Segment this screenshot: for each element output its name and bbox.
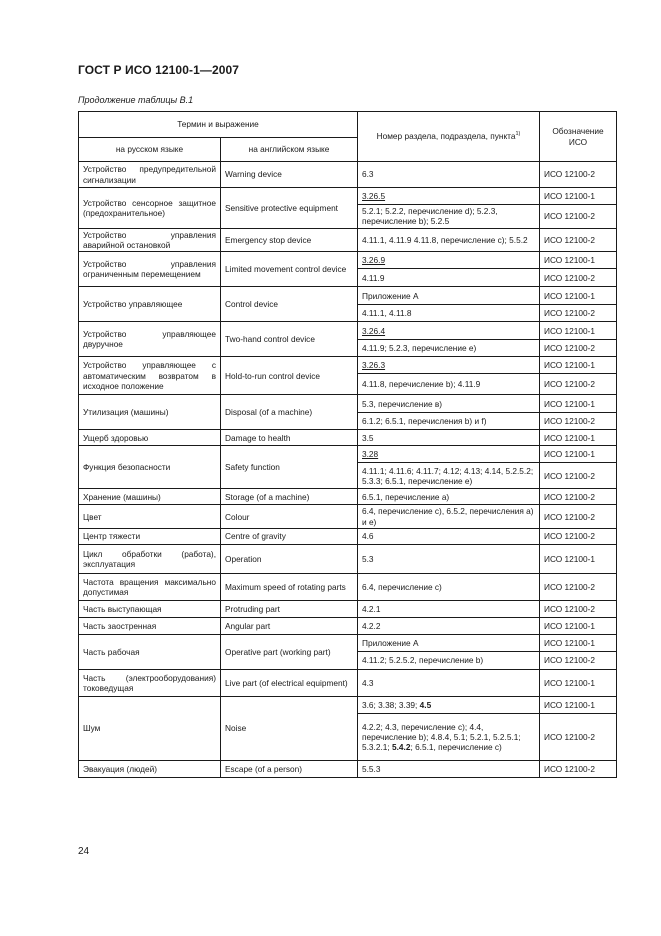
iso-ref-cell: ИСО 12100-1: [540, 618, 617, 635]
section-ref-cell: [358, 188, 540, 205]
term-en-cell: Storage (of a machine): [221, 489, 358, 505]
section-ref-text: 6.5.1, перечисление а): [362, 491, 450, 502]
section-ref-text: 6.4, перечисление c): [362, 581, 442, 592]
section-ref-cell: [358, 714, 540, 761]
section-ref-text: 4.2.2: [362, 620, 381, 631]
term-en-cell: Angular part: [221, 618, 358, 635]
term-ru-cell: Часть рабочая: [79, 635, 221, 670]
section-ref-cell: [358, 574, 540, 601]
table-row: [79, 395, 617, 413]
term-ru-cell: Устройство предупредительной сигнализации: [79, 162, 221, 188]
term-en-cell: Noise: [221, 697, 358, 761]
section-ref-cell: [358, 340, 540, 357]
section-ref-text: 3.26.4: [362, 325, 386, 336]
iso-ref-cell: ИСО 12100-1: [540, 430, 617, 446]
iso-header: Обозначение ИСО: [540, 112, 617, 162]
section-ref-text: 4.11.1, 4.11.8: [362, 308, 412, 319]
section-ref-text: 3.28: [362, 449, 379, 460]
term-en-cell: Warning device: [221, 162, 358, 188]
term-en-cell: Control device: [221, 287, 358, 322]
en-header: на английском языке: [221, 138, 358, 162]
ru-header: на русском языке: [79, 138, 221, 162]
term-ru-cell: Устройство управления ограниченным перемещением: [79, 252, 221, 287]
table-row: [79, 601, 617, 618]
section-ref-cell: [358, 374, 540, 395]
table-row: [79, 287, 617, 305]
table-row: [79, 430, 617, 446]
section-ref-text: 6.1.2; 6.5.1, перечисления b) и f): [362, 416, 487, 427]
section-ref-cell: [358, 357, 540, 374]
section-ref-text: 5.5.3: [362, 763, 381, 774]
section-ref-text: 6.4, перечисление c), 6.5.2, перечисления а) и e): [362, 506, 534, 527]
section-ref-text: 3.6; 3.38; 3.39;: [362, 699, 420, 710]
table-row: [79, 697, 617, 714]
section-ref-text: 4.3: [362, 677, 374, 688]
iso-ref-cell: ИСО 12100-2: [540, 489, 617, 505]
iso-ref-cell: ИСО 12100-1: [540, 545, 617, 574]
term-en-cell: Hold-to-run control device: [221, 357, 358, 395]
section-ref-cell: [358, 162, 540, 188]
term-en-cell: Emergency stop device: [221, 228, 358, 252]
table-row: [79, 322, 617, 340]
table-row: [79, 529, 617, 545]
section-ref-text: 4.2.1: [362, 603, 381, 614]
table-body: [79, 162, 617, 778]
iso-ref-cell: ИСО 12100-1: [540, 188, 617, 205]
term-en-cell: Colour: [221, 505, 358, 529]
term-ru-cell: Цикл обработки (работа), эксплуатация: [79, 545, 221, 574]
table-row: [79, 228, 617, 252]
term-ru-cell: Устройство управления аварийной остановкой: [79, 228, 221, 252]
term-ru-cell: Часть (электрооборудования) токоведущая: [79, 670, 221, 697]
term-en-cell: Two-hand control device: [221, 322, 358, 357]
iso-ref-cell: ИСО 12100-2: [540, 228, 617, 252]
term-ru-cell: Шум: [79, 697, 221, 761]
section-ref-text: 4.11.1, 4.11.9 4.11.8, перечисление c); 5.5.2: [362, 234, 528, 245]
term-en-cell: Sensitive protective equipment: [221, 188, 358, 229]
section-ref-tail: ; 6.5.1, перечисление c): [410, 742, 502, 753]
section-ref-text: 4.2.2; 4.3, перечисление c); 4.4, перечисление b); 4.8.4, 5.1; 5.2.1, 5.2.5.1; 5.3.2.1;: [362, 721, 521, 753]
term-ru-cell: Ущерб здоровью: [79, 430, 221, 446]
iso-ref-cell: ИСО 12100-2: [540, 374, 617, 395]
section-ref-text: 4.6: [362, 531, 374, 542]
term-ru-cell: Частота вращения максимально допустимая: [79, 574, 221, 601]
iso-ref-cell: ИСО 12100-1: [540, 446, 617, 463]
term-en-cell: Operative part (working part): [221, 635, 358, 670]
table-row: [79, 357, 617, 374]
section-ref-cell: [358, 228, 540, 252]
section-ref-cell: [358, 670, 540, 697]
section-ref-cell: [358, 652, 540, 670]
term-en-cell: Protruding part: [221, 601, 358, 618]
section-ref-cell: [358, 489, 540, 505]
section-ref-text: 4.11.2; 5.2.5.2, перечисление b): [362, 655, 484, 666]
section-ref-cell: [358, 618, 540, 635]
section-ref-text: 5.2.1; 5.2.2, перечисление d); 5.2.3, перечисление b); 5.2.5: [362, 206, 498, 227]
term-en-cell: Damage to health: [221, 430, 358, 446]
term-ru-cell: Устройство управляющее с автоматическим возвратом в исходное положение: [79, 357, 221, 395]
section-ref-cell: [358, 430, 540, 446]
iso-ref-cell: ИСО 12100-1: [540, 287, 617, 305]
section-ref-bold: 4.5: [419, 699, 432, 710]
table-row: [79, 446, 617, 463]
section-ref-text: 3.26.3: [362, 360, 386, 371]
iso-ref-cell: ИСО 12100-2: [540, 601, 617, 618]
section-ref-text: 3.5: [362, 432, 374, 443]
iso-ref-cell: ИСО 12100-1: [540, 252, 617, 269]
section-ref-cell: [358, 529, 540, 545]
terms-table: [78, 111, 617, 778]
section-ref-text: 4.11.8, перечисление b); 4.11.9: [362, 379, 481, 390]
section-ref-cell: [358, 545, 540, 574]
term-ru-cell: Центр тяжести: [79, 529, 221, 545]
section-ref-text: 5.3, перечисление в): [362, 398, 443, 409]
term-en-cell: Disposal (of a machine): [221, 395, 358, 430]
section-ref-cell: [358, 601, 540, 618]
iso-ref-cell: ИСО 12100-2: [540, 529, 617, 545]
term-en-cell: Live part (of electrical equipment): [221, 670, 358, 697]
iso-ref-cell: ИСО 12100-1: [540, 635, 617, 652]
section-ref-text: 4.11.9; 5.2.3, перечисление e): [362, 343, 477, 354]
section-ref-text: Приложение А: [362, 290, 419, 301]
term-en-cell: Safety function: [221, 446, 358, 489]
term-ru-cell: Устройство сенсорное защитное (предохранительное): [79, 188, 221, 229]
iso-ref-cell: ИСО 12100-2: [540, 761, 617, 778]
iso-ref-cell: ИСО 12100-2: [540, 652, 617, 670]
term-ru-cell: Устройство управляющее: [79, 287, 221, 322]
table-row: [79, 670, 617, 697]
iso-ref-cell: ИСО 12100-2: [540, 305, 617, 322]
term-ru-cell: Устройство управляющее двуручное: [79, 322, 221, 357]
section-ref-cell: [358, 305, 540, 322]
table-head: [79, 112, 617, 162]
term-ru-cell: Цвет: [79, 505, 221, 529]
section-ref-cell: [358, 205, 540, 229]
iso-ref-cell: ИСО 12100-1: [540, 670, 617, 697]
section-ref-cell: [358, 322, 540, 340]
iso-ref-cell: ИСО 12100-2: [540, 714, 617, 761]
iso-ref-cell: ИСО 12100-2: [540, 413, 617, 430]
section-ref-cell: [358, 252, 540, 269]
section-ref-text: 4.11.1; 4.11.6; 4.11.7; 4.12; 4.13; 4.14, 5.2.5.2; 5.3.3; 6.5.1, перечисление e): [362, 465, 534, 486]
table-row: [79, 618, 617, 635]
iso-ref-cell: ИСО 12100-2: [540, 574, 617, 601]
table-caption: Продолжение таблицы В.1: [78, 95, 194, 105]
section-ref-cell: [358, 463, 540, 489]
table-row: [79, 574, 617, 601]
iso-ref-cell: ИСО 12100-1: [540, 395, 617, 413]
section-ref-text: 3.26.5: [362, 190, 386, 201]
section-header-note: 1): [515, 131, 521, 138]
term-ru-cell: Хранение (машины): [79, 489, 221, 505]
table-row: [79, 505, 617, 529]
term-en-cell: Limited movement control device: [221, 252, 358, 287]
iso-ref-cell: ИСО 12100-2: [540, 205, 617, 229]
section-ref-cell: [358, 635, 540, 652]
section-ref-cell: [358, 413, 540, 430]
table-row: [79, 489, 617, 505]
section-ref-cell: [358, 505, 540, 529]
term-en-cell: Operation: [221, 545, 358, 574]
section-ref-text: 3.26.9: [362, 255, 386, 266]
term-ru-cell: Утилизация (машины): [79, 395, 221, 430]
section-header: [358, 112, 540, 162]
section-ref-cell: [358, 761, 540, 778]
iso-ref-cell: ИСО 12100-1: [540, 357, 617, 374]
term-en-cell: Centre of gravity: [221, 529, 358, 545]
table-row: [79, 162, 617, 188]
section-header-label: Номер раздела, подраздела, пункта: [376, 131, 516, 142]
section-ref-text: Приложение А: [362, 637, 419, 648]
iso-ref-cell: ИСО 12100-1: [540, 322, 617, 340]
term-group-header: Термин и выражение: [79, 112, 358, 138]
iso-ref-cell: ИСО 12100-2: [540, 269, 617, 287]
section-ref-cell: [358, 269, 540, 287]
term-ru-cell: Эвакуация (людей): [79, 761, 221, 778]
section-ref-text: 6.3: [362, 169, 374, 180]
iso-ref-cell: ИСО 12100-2: [540, 505, 617, 529]
term-en-cell: Escape (of a person): [221, 761, 358, 778]
section-ref-text: 4.11.9: [362, 272, 385, 283]
table-row: [79, 635, 617, 652]
section-ref-bold: 5.4.2: [391, 742, 411, 753]
section-ref-cell: [358, 446, 540, 463]
table-row: [79, 545, 617, 574]
section-ref-cell: [358, 697, 540, 714]
iso-ref-cell: ИСО 12100-2: [540, 463, 617, 489]
page-number: 24: [78, 846, 90, 857]
section-ref-cell: [358, 287, 540, 305]
table-row: [79, 188, 617, 205]
iso-ref-cell: ИСО 12100-2: [540, 340, 617, 357]
iso-ref-cell: ИСО 12100-2: [540, 162, 617, 188]
section-ref-cell: [358, 395, 540, 413]
term-ru-cell: Функция безопасности: [79, 446, 221, 489]
iso-ref-cell: ИСО 12100-1: [540, 697, 617, 714]
table-row: [79, 252, 617, 269]
term-ru-cell: Часть заостренная: [79, 618, 221, 635]
term-ru-cell: Часть выступающая: [79, 601, 221, 618]
table-row: [79, 761, 617, 778]
document-header: ГОСТ Р ИСО 12100-1—2007: [78, 63, 240, 77]
term-en-cell: Maximum speed of rotating parts: [221, 574, 358, 601]
section-ref-text: 5.3: [362, 553, 374, 564]
